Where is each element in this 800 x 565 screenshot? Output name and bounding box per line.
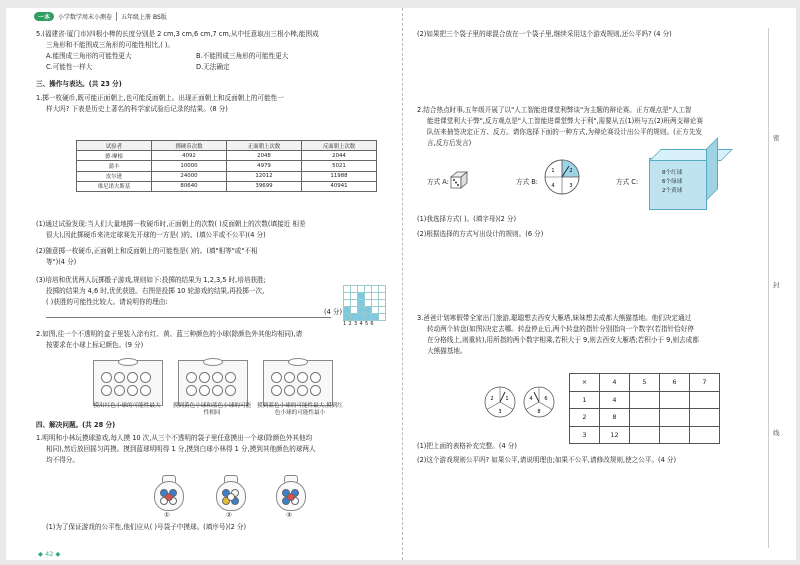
q4-2-line4: 言,反方后发言) xyxy=(427,139,472,147)
blank-ball[interactable] xyxy=(127,372,138,383)
blank-ball[interactable] xyxy=(212,372,223,383)
cell: 12 xyxy=(600,426,630,444)
blank-ball[interactable] xyxy=(186,372,197,383)
q3-1-3-score: (4 分) xyxy=(324,308,343,316)
ball-box-3 xyxy=(263,360,333,406)
page-header xyxy=(34,11,167,22)
q5-line2: 三角形和不能围成三角形的可能性相比,( )。 xyxy=(46,41,175,49)
right-page xyxy=(403,8,796,560)
cell: 8 xyxy=(600,409,630,427)
cell: 6 xyxy=(660,374,690,392)
q5-option-b[interactable]: B.不能围成三角形的可能性更大 xyxy=(196,52,289,60)
blank-ball[interactable] xyxy=(310,372,321,383)
col-header: 反面朝上次数 xyxy=(302,141,377,151)
q3-1-3-line2: 投掷的结果为 4,6 时,优优获胜。右图是投掷 10 轮游戏的结果,再投掷一次, xyxy=(46,287,265,295)
bag-ball xyxy=(287,493,295,501)
box-2-caption: 摸到黄色小球和蓝色小球的可能性相同 xyxy=(172,403,252,416)
q4-1-line1: 1.明明和小林玩摸球游戏,每人摸 10 次,从三个不透明的袋子里任意摸出一个球(除颜色外其他均 xyxy=(36,434,313,442)
q4-3-line1: 3.爸爸计划寒假带全家出门旅游,聪聪想去西安大雁塔,妹妹想去成都大熊猫基地。他们决定通过 xyxy=(417,314,692,322)
spinner-label: 1 xyxy=(551,168,555,174)
blank-ball[interactable] xyxy=(297,372,308,383)
cube-green: 6个绿球 xyxy=(662,179,683,185)
blank-ball[interactable] xyxy=(271,372,282,383)
q4-1-line3: 均不得分。 xyxy=(46,456,79,464)
axis-label: 5 xyxy=(364,321,371,327)
q4-1-1: (1)为了保证游戏的公平性,他们应从( )号袋子中摸球。(填序号)(2 分) xyxy=(46,523,247,531)
spinner-1-num: 3 xyxy=(498,409,502,415)
cell: 德·摩根 xyxy=(77,151,152,161)
ball-box-2 xyxy=(178,360,248,406)
q3-1-3-line1: (3)培培和优优两人玩掷骰子游戏,规则如下:投掷的结果为 1,2,3,5 时,培培获胜; xyxy=(36,276,266,284)
spinner-1-num: 2 xyxy=(490,396,494,402)
answer-cell[interactable] xyxy=(630,426,660,444)
table-row xyxy=(570,426,720,444)
axis-label: 4 xyxy=(359,321,365,327)
q4-2-1: (1)我选择方式( )。(填字母)(2 分) xyxy=(417,215,517,223)
axis-label: 1 xyxy=(343,321,349,327)
bag-2 xyxy=(213,473,247,509)
cell: 80640 xyxy=(152,181,227,191)
cell: 4 xyxy=(600,391,630,409)
table-row xyxy=(570,374,720,392)
q4-3-line2: 转动两个转盘(如图)决定去哪。转盘停止后,两个转盘的指针分别指向一个数字(若指针恰好停 xyxy=(427,325,694,333)
spinner-label: 2 xyxy=(569,168,573,174)
answer-cell[interactable] xyxy=(660,391,690,409)
blank-ball[interactable] xyxy=(212,385,223,396)
col-header: 掷硬币次数 xyxy=(152,141,227,151)
table-row xyxy=(77,181,377,191)
bag-1-label: ① xyxy=(164,511,170,519)
blank-ball[interactable] xyxy=(271,385,282,396)
spinner-label: 4 xyxy=(551,183,555,189)
cell: 5 xyxy=(630,374,660,392)
cell: 1 xyxy=(570,391,600,409)
method-b-label: 方式 B: xyxy=(516,178,539,186)
spinner-1 xyxy=(483,385,517,419)
cell: 39699 xyxy=(227,181,302,191)
method-a-label: 方式 A: xyxy=(427,178,449,186)
cell: 40941 xyxy=(302,181,377,191)
blank-ball[interactable] xyxy=(297,385,308,396)
q3-1-3-line3: ( )获胜的可能性比较大。请说明你的理由: xyxy=(46,298,168,306)
blank-ball[interactable] xyxy=(127,385,138,396)
q4-2-line2: 能进课堂利大于弊",反方观点是"人工智能进课堂弊大于利",需要从五(1)班与五(2)班两支辩论赛 xyxy=(427,117,703,125)
q4-2-2: (2)根据选择的方式写出设计的规则。(6 分) xyxy=(417,230,544,238)
cell: 2044 xyxy=(302,151,377,161)
cell: 4092 xyxy=(152,151,227,161)
answer-cell[interactable] xyxy=(630,409,660,427)
box-3-caption: 摸到蓝色小球的可能性最大,摸到红色小球的可能性最小 xyxy=(257,403,343,416)
series-title: 小学数学周末小测卷 xyxy=(58,14,113,21)
q3-1-1-line1: (1)通过试验发现:当人们大量地掷一枚硬币时,正面朝上的次数( )反面朝上的次数(填接近 相差 xyxy=(36,220,306,228)
page-number: ◆ 42 ◆ xyxy=(38,550,61,558)
blank-ball[interactable] xyxy=(101,372,112,383)
cell: 2048 xyxy=(227,151,302,161)
q5-line1: 5.(福建省·厦门市)四根小棒的长度分别是 2 cm,3 cm,6 cm,7 cm,从中任意取出三根小棒,能围成 xyxy=(36,30,319,38)
spinner-1-num: 1 xyxy=(505,396,509,402)
multiplication-table xyxy=(569,373,720,444)
answer-cell[interactable] xyxy=(630,391,660,409)
bag-ball xyxy=(227,493,235,501)
cube-red: 8个红球 xyxy=(662,170,683,176)
dice-axis-labels xyxy=(343,320,376,329)
spinner-b xyxy=(543,158,581,196)
box-1-caption: 摸出红色小球的可能性最大 xyxy=(93,403,161,409)
spinner-2-num: 8 xyxy=(537,409,541,415)
q3-1-line1: 1.掷一枚硬币,既可能正面朝上,也可能反面朝上。出现正面朝上和反面朝上的可能性一 xyxy=(36,94,284,102)
q3-1-2-line1: (2)随意掷一枚硬币,正面朝上和反面朝上的可能性是( )的。(填"相等"或"不相 xyxy=(36,247,258,255)
binding-line xyxy=(768,28,770,548)
ball-cube xyxy=(649,158,707,210)
method-c-label: 方式 C: xyxy=(616,178,639,186)
section-4-title: 四、解决问题。(共 28 分) xyxy=(36,421,116,429)
side-seal: 封 xyxy=(773,281,780,289)
answer-cell[interactable] xyxy=(690,426,720,444)
brand-logo: 一本 xyxy=(34,12,54,21)
blank-ball[interactable] xyxy=(225,372,236,383)
blank-ball[interactable] xyxy=(310,385,321,396)
q4-2-line1: 2.结合热点时事,五年级开展了以"人工智能进课堂利弊谈"为主题的辩论赛。正方观点是"人工智 xyxy=(417,106,692,114)
q4-3-2: (2)这个游戏规则公平吗? 如果公平,请说明理由;如果不公平,请修改规则,使之公平。(4 分) xyxy=(417,456,677,464)
cell: 4 xyxy=(600,374,630,392)
q5-option-c[interactable]: C.可能性一样大 xyxy=(46,63,93,71)
blank-ball[interactable] xyxy=(225,385,236,396)
answer-cell[interactable] xyxy=(660,409,690,427)
cell: 4979 xyxy=(227,161,302,171)
spinner-label: 3 xyxy=(569,183,573,189)
axis-label: 2 xyxy=(348,321,354,327)
answer-cell[interactable] xyxy=(690,391,720,409)
cell: 12012 xyxy=(227,171,302,181)
cell: 蒲丰 xyxy=(77,161,152,171)
blank-ball[interactable] xyxy=(199,385,210,396)
bag-3-label: ③ xyxy=(286,511,292,519)
table-row xyxy=(570,409,720,427)
q3-1-1-line2: 很大),因此掷硬币来决定球赛先开球的一方是( )的。(填公平或不公平)(4 分) xyxy=(46,231,266,239)
table-row xyxy=(77,151,377,161)
table-row xyxy=(77,161,377,171)
cell: 24000 xyxy=(152,171,227,181)
q4-1-2: (2)如果把三个袋子里的球混合放在一个袋子里,继续采用这个游戏规则,还公平吗? (4 分) xyxy=(417,30,672,38)
blank-ball[interactable] xyxy=(114,385,125,396)
grade-label: 五年级上册 BS版 xyxy=(116,12,167,21)
q3-2-line1: 2.如图,往一个不透明的盒子里装入涂有红、黄、蓝三种颜色的小球(除颜色外其他均相同),请 xyxy=(36,330,303,338)
cell: 5021 xyxy=(302,161,377,171)
cell: 皮尔逊 xyxy=(77,171,152,181)
answer-line[interactable] xyxy=(46,317,331,318)
workbook-spread xyxy=(6,8,796,560)
col-header: 正面朝上次数 xyxy=(227,141,302,151)
cell: 3 xyxy=(570,426,600,444)
bag-3 xyxy=(273,473,307,509)
side-seal: 密 xyxy=(773,134,780,142)
cell: 维尼诺夫斯基 xyxy=(77,181,152,191)
q5-option-d[interactable]: D.无法确定 xyxy=(196,63,230,71)
q5-option-a[interactable]: A.能围成三角形的可能性更大 xyxy=(46,52,132,60)
bag-ball xyxy=(165,493,173,501)
blank-ball[interactable] xyxy=(101,385,112,396)
cell: 10000 xyxy=(152,161,227,171)
cell: 11988 xyxy=(302,171,377,181)
q4-3-line3: 在分格线上,则重转),用所指的两个数字相乘,若积大于 9,则去西安大雁塔;若积小于 9,则去成都 xyxy=(427,336,699,344)
q4-1-line2: 相同),然后放回摇匀再摸。摸到蓝球明明得 1 分,摸到白球小林得 1 分,摸到其他颜色的球两人 xyxy=(46,445,316,453)
answer-cell[interactable] xyxy=(660,426,690,444)
dice-icon xyxy=(449,171,469,189)
page-number-value: 42 xyxy=(45,550,54,558)
bag-1 xyxy=(151,473,185,509)
table-row xyxy=(570,391,720,409)
axis-label: 6 xyxy=(370,321,376,327)
answer-cell[interactable] xyxy=(690,409,720,427)
q4-3-line4: 大熊猫基地。 xyxy=(427,347,467,355)
blank-ball[interactable] xyxy=(140,385,151,396)
coin-trial-table xyxy=(76,140,377,192)
bag-2-label: ② xyxy=(226,511,232,519)
cell: 7 xyxy=(690,374,720,392)
cell: × xyxy=(570,374,600,392)
blank-ball[interactable] xyxy=(186,385,197,396)
spinner-2-num: 6 xyxy=(544,396,548,402)
q3-1-line2: 样大吗? 下表是历史上著名的科学家试验后记录的结果。(8 分) xyxy=(46,105,228,113)
left-page xyxy=(6,8,403,560)
section-3-title: 三、操作与表达。(共 23 分) xyxy=(36,80,122,88)
table-row xyxy=(77,171,377,181)
blank-ball[interactable] xyxy=(284,372,295,383)
q4-2-line3: 队伍来抽签决定正方、反方。请你选择下面的一种方式,为辩论赛设计出公平的规则。(正方先发 xyxy=(427,128,703,136)
grid-cell xyxy=(378,313,386,321)
cell: 2 xyxy=(570,409,600,427)
cube-yellow: 2个黄球 xyxy=(662,188,683,194)
q3-2-line2: 按要求在小球上标记颜色。(9 分) xyxy=(46,341,144,349)
blank-ball[interactable] xyxy=(140,372,151,383)
side-seal: 线 xyxy=(773,429,780,437)
spinner-2-num: 4 xyxy=(529,396,533,402)
blank-ball[interactable] xyxy=(199,372,210,383)
axis-label: 3 xyxy=(353,321,360,327)
q3-1-2-line2: 等")(4 分) xyxy=(46,258,77,266)
blank-ball[interactable] xyxy=(114,372,125,383)
col-header: 试验者 xyxy=(77,141,152,151)
q4-3-1: (1)把上面的表格补充完整。(4 分) xyxy=(417,442,517,450)
ball-box-1 xyxy=(93,360,163,406)
blank-ball[interactable] xyxy=(284,385,295,396)
spinner-2 xyxy=(522,385,556,419)
